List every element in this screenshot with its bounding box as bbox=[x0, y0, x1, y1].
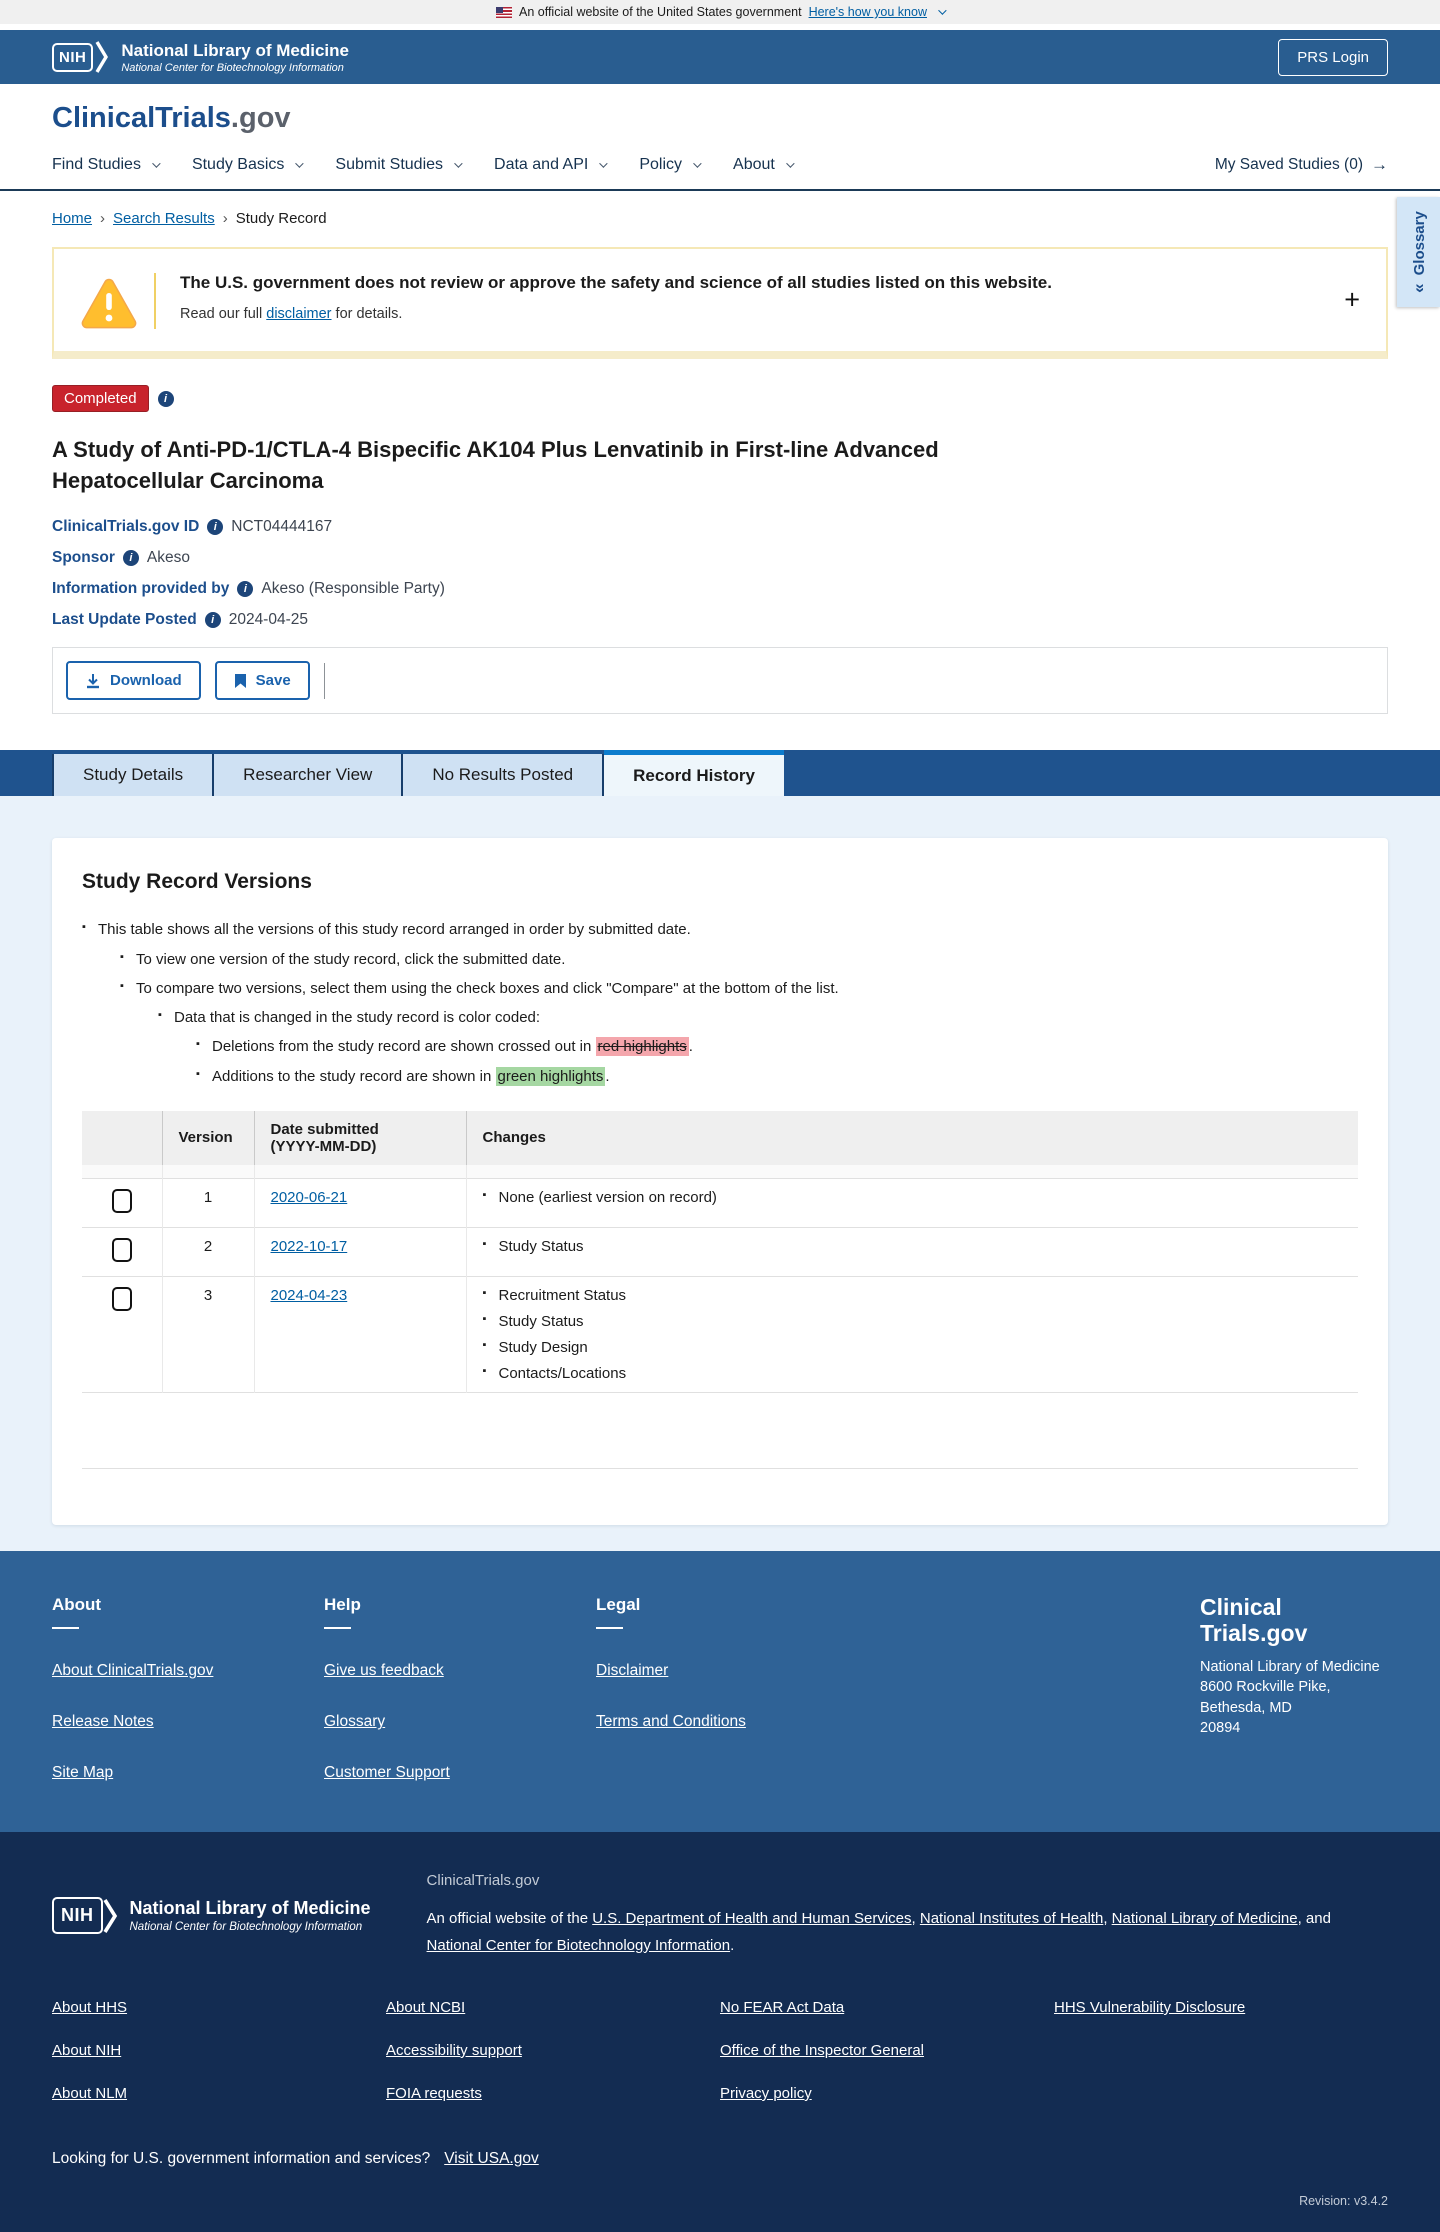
official-website-text: An official website of the United States government bbox=[519, 5, 802, 19]
nav-submit-studies[interactable] bbox=[335, 156, 460, 174]
warning-triangle-icon bbox=[80, 277, 138, 329]
section-heading: Study Record Versions bbox=[82, 870, 312, 894]
government-links-grid bbox=[52, 1999, 1388, 2128]
hhs-link[interactable]: U.S. Department of Health and Human Services bbox=[592, 1910, 912, 1928]
arrow-right-icon: → bbox=[1371, 155, 1388, 174]
tab-label: Record History bbox=[633, 765, 755, 785]
checkbox-column-header bbox=[82, 1111, 162, 1165]
link-foia-requests[interactable]: FOIA requests bbox=[386, 2084, 482, 2102]
breadcrumb-separator: › bbox=[222, 210, 228, 227]
footer-site-name: ClinicalTrials.gov bbox=[426, 1872, 540, 1890]
nih-logo-box: NIH bbox=[52, 1897, 103, 1934]
sponsor-label: Sponsor bbox=[52, 549, 115, 567]
instruction-item-additions: ▪ Additions to the study record are shown in green highlights . bbox=[196, 1067, 1358, 1087]
glossary-side-tab[interactable] bbox=[1397, 197, 1440, 307]
nlm-header-subtitle: National Center for Biotechnology Information bbox=[121, 61, 344, 74]
tab-label: No Results Posted bbox=[432, 765, 574, 785]
change-item: ▪ Study Status bbox=[483, 1238, 1343, 1255]
nav-label: About bbox=[733, 156, 775, 173]
meta-information-provided-by bbox=[52, 580, 1388, 598]
sponsor-value: Akeso bbox=[146, 549, 190, 567]
table-row bbox=[82, 1179, 1358, 1228]
prs-login-button[interactable]: PRS Login bbox=[1278, 39, 1388, 76]
change-item: ▪ Study Status bbox=[483, 1313, 1343, 1330]
breadcrumb bbox=[52, 191, 1388, 243]
government-footer bbox=[0, 1832, 1440, 2232]
download-label: Download bbox=[110, 672, 182, 690]
disclaimer-banner bbox=[52, 247, 1388, 359]
nlm-header-title: National Library of Medicine bbox=[121, 40, 349, 60]
version-number: 3 bbox=[162, 1277, 254, 1393]
link-about-hhs[interactable]: About HHS bbox=[52, 1998, 128, 2016]
info-icon[interactable]: i bbox=[205, 612, 221, 628]
info-icon[interactable]: i bbox=[207, 519, 223, 535]
divider bbox=[324, 1627, 351, 1629]
info-icon[interactable]: i bbox=[158, 391, 174, 407]
footer-column-heading: Legal bbox=[596, 1595, 641, 1615]
link-hhs-vulnerability-disclosure[interactable]: HHS Vulnerability Disclosure bbox=[1054, 1998, 1246, 2016]
table-row bbox=[82, 1277, 1358, 1393]
nih-logo-chevron-icon bbox=[95, 40, 109, 74]
versions-instructions bbox=[82, 920, 1358, 1087]
nav-about[interactable] bbox=[733, 156, 792, 174]
glossary-tab-label: Glossary bbox=[1410, 211, 1427, 276]
nav-find-studies[interactable] bbox=[52, 156, 158, 174]
link-about-ncbi[interactable]: About NCBI bbox=[386, 1998, 466, 2016]
footer-link-site-map[interactable]: Site Map bbox=[52, 1764, 114, 1782]
tab-record-history[interactable] bbox=[604, 750, 784, 796]
footer-column-heading: About bbox=[52, 1595, 102, 1615]
save-label: Save bbox=[255, 672, 291, 690]
info-provided-value: Akeso (Responsible Party) bbox=[261, 580, 445, 598]
logo-part-1: ClinicalTrials bbox=[52, 102, 231, 134]
link-inspector-general[interactable]: Office of the Inspector General bbox=[720, 2041, 925, 2059]
meta-nct-id bbox=[52, 518, 1388, 536]
breadcrumb-home-link[interactable]: Home bbox=[52, 210, 93, 227]
link-accessibility-support[interactable]: Accessibility support bbox=[386, 2041, 522, 2059]
link-privacy-policy[interactable]: Privacy policy bbox=[720, 2084, 812, 2102]
last-update-label: Last Update Posted bbox=[52, 611, 197, 629]
divider bbox=[324, 663, 325, 699]
nlm-link[interactable]: National Library of Medicine bbox=[1111, 1910, 1298, 1928]
table-header-row bbox=[82, 1111, 1358, 1165]
collapse-left-icon: « bbox=[1408, 283, 1428, 293]
nih-link[interactable]: National Institutes of Health bbox=[919, 1910, 1104, 1928]
heres-how-you-know-link[interactable]: Here's how you know bbox=[808, 5, 927, 19]
link-about-nih[interactable]: About NIH bbox=[52, 2041, 122, 2059]
ncbi-link[interactable]: National Center for Biotechnology Information bbox=[426, 1936, 731, 1954]
clinicaltrials-footer-logo: Clinical Trials.gov bbox=[1200, 1594, 1308, 1647]
bookmark-icon bbox=[234, 673, 247, 689]
chevron-down-icon bbox=[938, 6, 946, 14]
version-column-header: Version bbox=[162, 1111, 254, 1165]
nih-logo[interactable] bbox=[52, 40, 349, 74]
official-website-paragraph: An official website of the U.S. Department of Health and Human Services, National Institutes of Health, National Library of Medicine, and National Center for Biotechnology Information. bbox=[426, 1910, 1331, 1954]
nct-id-value: NCT04444167 bbox=[231, 518, 333, 536]
nav-label: Find Studies bbox=[52, 156, 141, 173]
version-2-checkbox[interactable] bbox=[112, 1238, 132, 1262]
footer-column-heading: Help bbox=[324, 1595, 361, 1615]
last-update-value: 2024-04-25 bbox=[228, 611, 308, 629]
instruction-item-deletions: ▪ Deletions from the study record are shown crossed out in red highlights . bbox=[196, 1037, 1358, 1057]
tab-label: Researcher View bbox=[243, 765, 373, 785]
page-title: A Study of Anti-PD-1/CTLA-4 Bispecific AK104 Plus Lenvatinib in First-line Advanced Hepatocellular Carcinoma bbox=[52, 437, 939, 494]
my-saved-studies-link[interactable] bbox=[1215, 155, 1388, 175]
study-record-versions-card bbox=[52, 838, 1388, 1525]
footer-logo-block bbox=[1200, 1595, 1388, 1782]
version-3-checkbox[interactable] bbox=[112, 1287, 132, 1311]
status-badge: Completed bbox=[52, 385, 149, 412]
footer-link-disclaimer[interactable]: Disclaimer bbox=[596, 1662, 669, 1680]
footer-link-customer-support[interactable]: Customer Support bbox=[324, 1764, 450, 1782]
version-1-checkbox[interactable] bbox=[112, 1189, 132, 1213]
divider bbox=[596, 1627, 623, 1629]
save-button[interactable] bbox=[215, 661, 310, 700]
breadcrumb-separator: › bbox=[100, 210, 106, 227]
footer-link-terms-and-conditions[interactable]: Terms and Conditions bbox=[596, 1713, 746, 1731]
version-2-date-link[interactable]: 2022-10-17 bbox=[270, 1238, 348, 1256]
disclaimer-post: for details. bbox=[331, 306, 403, 322]
table-row bbox=[82, 1228, 1358, 1277]
info-icon[interactable]: i bbox=[123, 550, 139, 566]
nih-logo-chevron-icon bbox=[103, 1897, 118, 1935]
changes-column-header: Changes bbox=[466, 1111, 1358, 1165]
change-item: ▪ Recruitment Status bbox=[483, 1287, 1343, 1304]
version-number: 1 bbox=[162, 1179, 254, 1228]
link-about-nlm[interactable]: About NLM bbox=[52, 2084, 128, 2102]
gov-banner bbox=[0, 0, 1440, 24]
chevron-down-icon bbox=[296, 159, 304, 167]
footer-link-give-us-feedback[interactable]: Give us feedback bbox=[324, 1662, 444, 1680]
footer-link-glossary[interactable]: Glossary bbox=[324, 1713, 386, 1731]
meta-last-update bbox=[52, 611, 1388, 629]
clinicaltrials-logo[interactable] bbox=[52, 102, 291, 134]
tab-study-details[interactable] bbox=[52, 754, 214, 796]
instruction-item: ▪ Data that is changed in the study record is color coded: ▪ Deletions from the study record are shown crossed out in red highlights . ▪ Additions to the study record are shown in green highlights . bbox=[158, 1008, 1358, 1087]
nlm-footer-logo[interactable] bbox=[52, 1872, 371, 1959]
disclaimer-title: The U.S. government does not review or approve the safety and science of all studies listed on this website. bbox=[180, 273, 1052, 292]
download-button[interactable] bbox=[66, 661, 201, 700]
main-nav bbox=[0, 141, 1440, 191]
instruction-item: ▪ To compare two versions, select them using the check boxes and click "Compare" at the bottom of the list. ▪ Data that is changed in the study record is color coded: ▪ Deletions from the study record are shown crossed out in red highlights . ▪ Additions to the study record are shown in green highlights . bbox=[120, 979, 1358, 1087]
chevron-down-icon bbox=[454, 159, 462, 167]
tab-bar bbox=[0, 750, 1440, 796]
disclaimer-pre: Read our full bbox=[180, 306, 267, 322]
green-highlight-sample: green highlights bbox=[497, 1067, 604, 1085]
us-flag-icon bbox=[496, 7, 512, 18]
meta-sponsor bbox=[52, 549, 1388, 567]
disclaimer-subtext bbox=[180, 306, 1052, 322]
instruction-item: ▪ This table shows all the versions of this study record arranged in order by submitted date. ▪ To view one version of the study record, click the submitted date. ▪ To compare two versions, select them using the check boxes and click "Compare" at the bottom of the list. ▪ Data that is changed in the study record is color coded: ▪ Deletions from the study record are shown crossed out in red highlights . ▪ Additions to the study record are shown in green highlights . bbox=[82, 920, 1358, 1087]
link-no-fear-act[interactable]: No FEAR Act Data bbox=[720, 1998, 845, 2016]
info-icon[interactable]: i bbox=[237, 581, 253, 597]
nct-id-label: ClinicalTrials.gov ID bbox=[52, 518, 200, 536]
nlm-footer-title: National Library of Medicine bbox=[129, 1898, 371, 1919]
disclaimer-link[interactable]: disclaimer bbox=[266, 306, 332, 322]
download-icon bbox=[85, 673, 101, 689]
nav-label: Policy bbox=[639, 156, 683, 173]
versions-table bbox=[82, 1111, 1358, 1470]
usa-gov-text: Looking for U.S. government information and services? bbox=[52, 2149, 431, 2167]
footer-link-about-clinicaltrials[interactable]: About ClinicalTrials.gov bbox=[52, 1662, 214, 1680]
footer-link-release-notes[interactable]: Release Notes bbox=[52, 1713, 154, 1731]
nlm-header bbox=[0, 30, 1440, 84]
breadcrumb-current: Study Record bbox=[235, 210, 327, 227]
table-subheader-strip bbox=[82, 1165, 1358, 1179]
tab-label: Study Details bbox=[83, 765, 184, 785]
date-column-header: Date submitted (YYYY-MM-DD) bbox=[254, 1111, 466, 1165]
red-highlight-sample: red highlights bbox=[597, 1038, 687, 1056]
divider bbox=[52, 1627, 79, 1629]
chevron-down-icon bbox=[786, 159, 794, 167]
visit-usa-gov-link[interactable]: Visit USA.gov bbox=[444, 2149, 539, 2167]
site-footer bbox=[0, 1551, 1440, 1832]
version-number: 2 bbox=[162, 1228, 254, 1277]
nlm-header-titles bbox=[121, 41, 349, 74]
nav-label: Submit Studies bbox=[335, 156, 444, 173]
nav-label: Data and API bbox=[494, 156, 589, 173]
nih-logo-box: NIH bbox=[52, 43, 93, 72]
info-provided-label: Information provided by bbox=[52, 580, 230, 598]
nav-data-and-api[interactable] bbox=[494, 156, 605, 174]
instruction-item: ▪ To view one version of the study record, click the submitted date. bbox=[120, 950, 1358, 970]
nlm-footer-subtitle: National Center for Biotechnology Information bbox=[129, 1921, 363, 1934]
nav-policy[interactable] bbox=[639, 156, 699, 174]
chevron-down-icon bbox=[599, 159, 607, 167]
actions-bar bbox=[52, 647, 1388, 714]
footer-about-column bbox=[52, 1595, 324, 1782]
version-1-date-link[interactable]: 2020-06-21 bbox=[270, 1189, 348, 1207]
footer-help-column bbox=[324, 1595, 596, 1782]
breadcrumb-search-results-link[interactable]: Search Results bbox=[113, 210, 215, 227]
footer-address: National Library of Medicine 8600 Rockville Pike, Bethesda, MD 20894 bbox=[1200, 1658, 1380, 1736]
nav-label: Study Basics bbox=[191, 156, 285, 173]
expand-plus-icon[interactable]: + bbox=[1344, 284, 1360, 315]
chevron-down-icon bbox=[152, 159, 160, 167]
usa-gov-banner bbox=[52, 2150, 1388, 2168]
divider bbox=[154, 273, 156, 329]
change-item: ▪ Contacts/Locations bbox=[483, 1365, 1343, 1382]
footer-legal-column bbox=[596, 1595, 1016, 1782]
chevron-down-icon bbox=[693, 159, 701, 167]
change-item: ▪ Study Design bbox=[483, 1339, 1343, 1356]
saved-label: My Saved Studies (0) bbox=[1214, 156, 1363, 173]
nav-study-basics[interactable] bbox=[192, 156, 301, 174]
tab-no-results-posted[interactable] bbox=[403, 754, 604, 796]
change-item: ▪ None (earliest version on record) bbox=[483, 1189, 1343, 1206]
tab-researcher-view[interactable] bbox=[214, 754, 403, 796]
revision-label: Revision: v3.4.2 bbox=[1299, 2193, 1388, 2208]
table-footer-row bbox=[82, 1393, 1358, 1469]
logo-part-2: .gov bbox=[230, 102, 291, 134]
version-3-date-link[interactable]: 2024-04-23 bbox=[270, 1287, 348, 1305]
